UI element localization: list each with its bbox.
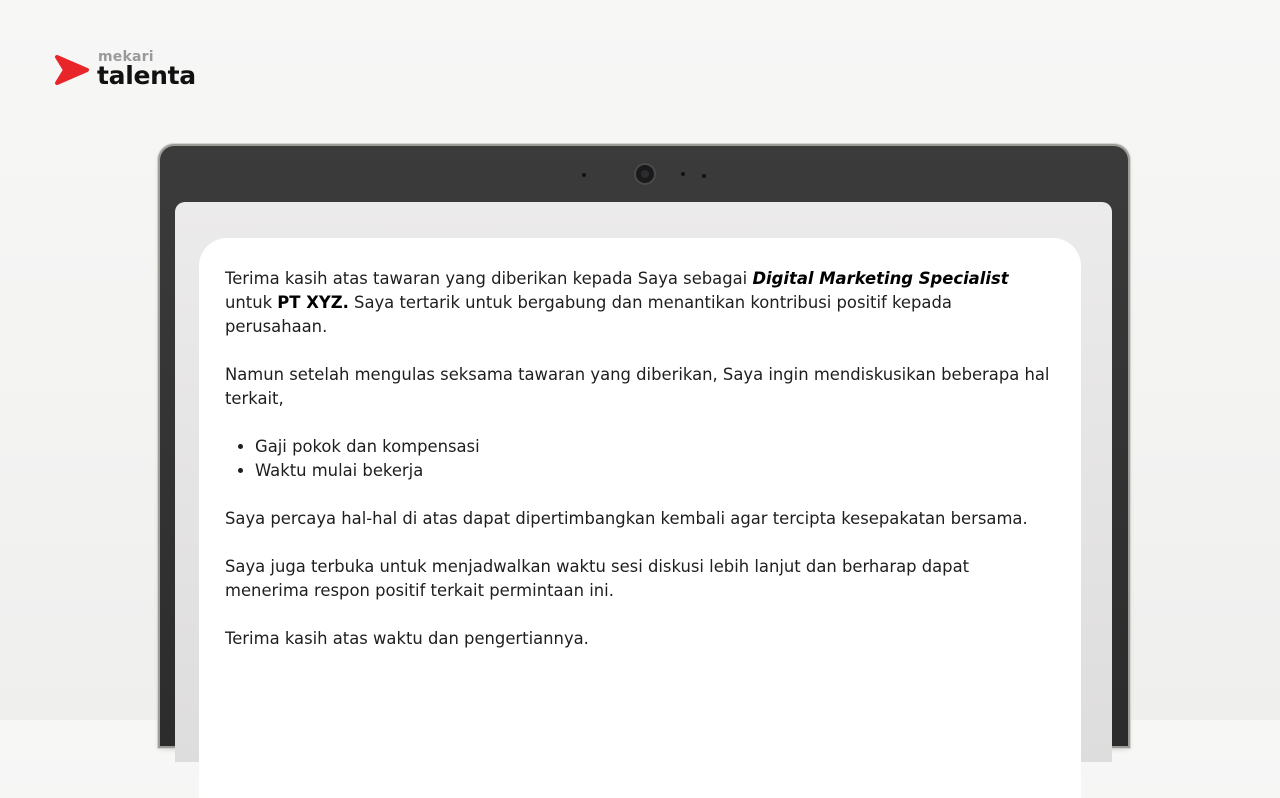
sensor-dot: [702, 174, 706, 178]
letter-paragraph-discussion: Namun setelah mengulas seksama tawaran yang diberikan, Saya ingin mendiskusikan beberapa hal terkait,: [225, 365, 1050, 408]
letter-paragraph-agreement: Saya percaya hal-hal di atas dapat dipertimbangkan kembali agar tercipta kesepakatan bersama.: [225, 509, 1028, 528]
tablet-frame: [160, 146, 1128, 746]
letter-paragraph-closing: Terima kasih atas waktu dan pengertiannya.: [225, 629, 589, 648]
sensor-dot: [582, 173, 586, 177]
logo-brand-name: talenta: [97, 61, 196, 90]
intro-text: Terima kasih atas tawaran yang diberikan kepada Saya sebagai: [225, 269, 753, 288]
logo-brand-small: mekari: [98, 49, 154, 65]
intro-text-end: Saya tertarik untuk bergabung dan menantikan kontribusi positif kepada perusahaan.: [225, 293, 952, 336]
letter-card: [199, 238, 1081, 798]
letter-paragraph-followup: Saya juga terbuka untuk menjadwalkan waktu sesi diskusi lebih lanjut dan berharap dapat menerima respon positif terkait permintaan ini.: [225, 557, 970, 600]
position-title: Digital Marketing Specialist: [752, 269, 1009, 288]
play-arrow-icon: [54, 52, 90, 88]
camera-icon: [636, 165, 654, 183]
company-name: PT XYZ.: [277, 293, 349, 312]
discussion-points-list: [225, 435, 1056, 483]
tablet-screen: [175, 202, 1112, 762]
list-item: • Waktu mulai bekerja: [255, 459, 1056, 483]
intro-text-mid: untuk: [225, 293, 278, 312]
letter-paragraph-intro: [225, 267, 1056, 339]
mekari-talenta-logo: [54, 48, 214, 96]
list-item: • Gaji pokok dan kompensasi: [255, 435, 1056, 459]
sensor-dot: [681, 172, 685, 176]
